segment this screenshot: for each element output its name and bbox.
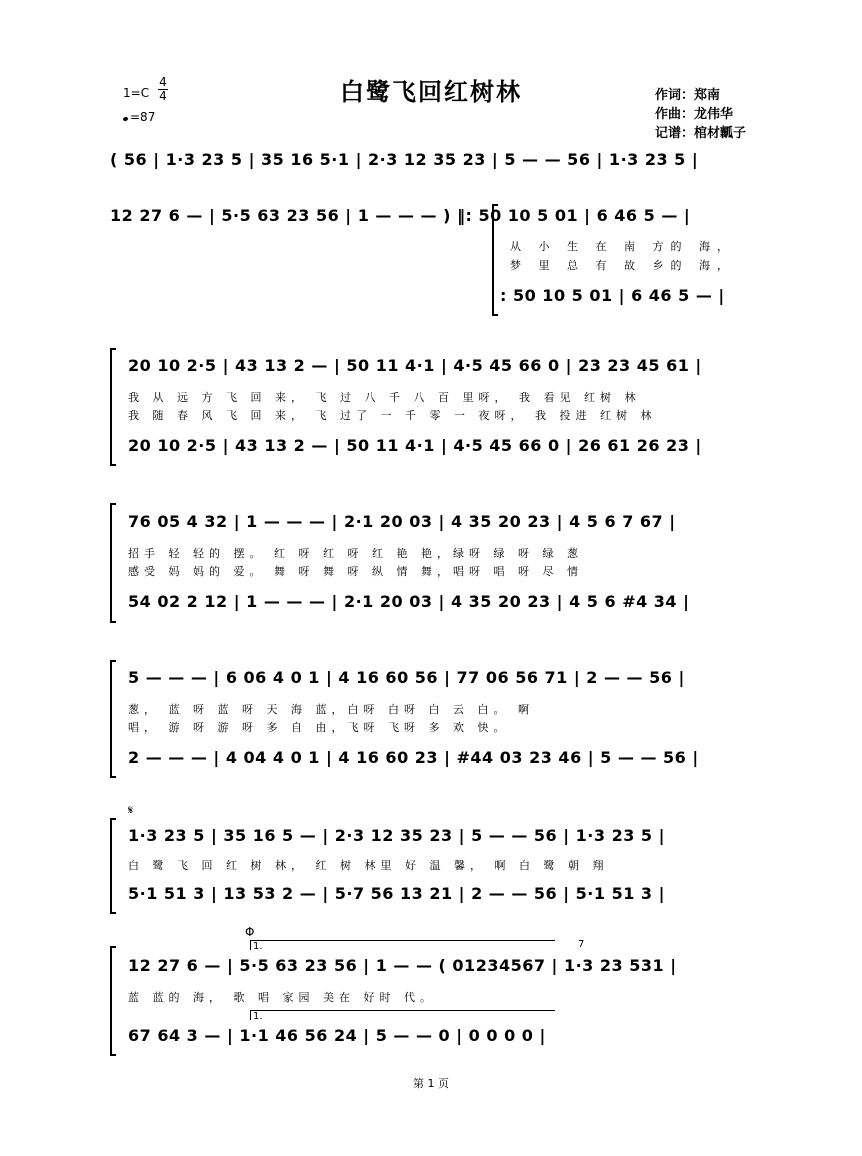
melody-line-row-6: 1·3 23 5 | 35 16 5 — | 2·3 12 35 23 | 5 — — 56 | 1·3 23 5 | — [128, 826, 665, 845]
volta-1-label: 1. — [253, 941, 263, 952]
intro-melody-line-1: ( 56 | 1·3 23 5 | 35 16 5·1 | 2·3 12 35 23 | 5 — — 56 | 1·3 23 5 | — [110, 150, 699, 169]
harmony-line-row-3: 20 10 2·5 | 43 13 2 — | 50 11 4·1 | 4·5 45 66 0 | 26 61 26 23 | — [128, 436, 702, 455]
lyric-line-row-3b: 我 随 春 风 飞 回 来， 飞 过了 一 千 零 一 夜呀， 我 投进 红树 林 — [128, 409, 657, 422]
system-bracket — [110, 660, 112, 778]
lyric-line-row-7: 蓝 蓝的 海， 歌 唱 家园 美在 好时 代。 — [128, 991, 436, 1004]
time-signature — [158, 76, 168, 103]
system-bracket — [492, 204, 494, 316]
harmony-line-row-6: 5·1 51 3 | 13 53 2 — | 5·7 56 13 21 | 2 — — 56 | 5·1 51 3 | — [128, 884, 665, 903]
lyric-line-row-5a: 葱， 蓝 呀 蓝 呀 天 海 蓝，白呀 白呀 白 云 白。 啊 — [128, 703, 534, 716]
melody-line-row-4: 76 05 4 32 | 1 — — — | 2·1 20 03 | 4 35 20 23 | 4 5 6 7 67 | — [128, 512, 676, 531]
verse-lyric-line-2: 梦 里 总 有 故 乡的 海， — [510, 259, 735, 272]
verse-lyric-line-1: 从 小 生 在 南 方的 海， — [510, 240, 735, 253]
system-bracket — [110, 946, 112, 1056]
key-signature: 1=C — [123, 86, 150, 100]
melody-line-row-3: 20 10 2·5 | 43 13 2 — | 50 11 4·1 | 4·5 45 66 0 | 23 23 45 61 | — [128, 356, 702, 375]
coda-icon: Φ — [245, 925, 255, 939]
tempo-marking — [123, 110, 155, 124]
volta-line-lower — [250, 1010, 555, 1011]
volta-line — [250, 940, 555, 941]
lyric-line-row-5b: 唱， 游 呀 游 呀 多 自 由，飞呀 飞呀 多 欢 快。 — [128, 721, 510, 734]
harmony-line-row-4: 54 02 2 12 | 1 — — — | 2·1 20 03 | 4 35 20 23 | 4 5 6 #4 34 | — [128, 592, 690, 611]
time-signature-bottom: 4 — [159, 89, 167, 103]
harmony-line-row-7: 67 64 3 — | 1·1 46 56 24 | 5 — — 0 | 0 0 0 0 | — [128, 1026, 546, 1045]
system-bracket — [110, 348, 112, 466]
volta-bracket-lower — [250, 1010, 251, 1020]
intro-melody-line-2: 12 27 6 — | 5·5 63 23 56 | 1 — — — ) ‖: 50 10 5 01 | 6 46 5 — | — [110, 206, 691, 225]
lyric-line-row-4b: 感受 妈 妈的 爱。 舞 呀 舞 呀 纵 情 舞，唱呀 唱 呀 尽 情 — [128, 565, 583, 578]
segno-icon: 𝄋 — [128, 803, 134, 817]
transcriber-credit: 记谱：棺材瓤子 — [655, 126, 747, 141]
harmony-line-row-5: 2 — — — | 4 04 4 0 1 | 4 16 60 23 | #44 03 23 46 | 5 — — 56 | — [128, 748, 699, 767]
harmony-line-row-2: : 50 10 5 01 | 6 46 5 — | — [500, 286, 725, 305]
page-number: 第 1 页 — [413, 1077, 449, 1090]
melody-line-row-5: 5 — — — | 6 06 4 0 1 | 4 16 60 56 | 77 06 56 71 | 2 — — 56 | — [128, 668, 685, 687]
quarter-note-icon — [122, 116, 128, 121]
volta-bracket — [250, 940, 251, 950]
volta-1-label-lower: 1. — [253, 1011, 263, 1022]
time-signature-top: 4 — [159, 75, 167, 89]
lyric-line-row-4a: 招手 轻 轻的 摆。 红 呀 红 呀 红 艳 艳，绿呀 绿 呀 绿 葱 — [128, 547, 583, 560]
lyricist-credit: 作词：郑南 — [655, 88, 721, 103]
lyric-line-row-3a: 我 从 远 方 飞 回 来， 飞 过 八 千 八 百 里呀， 我 看见 红树 林 — [128, 391, 641, 404]
system-bracket — [110, 503, 112, 623]
tempo-value: =87 — [130, 110, 156, 124]
page-title: 白鹭飞回红树林 — [340, 78, 522, 106]
tuplet-label: 7 — [578, 939, 585, 950]
lyric-line-row-6: 白 鹭 飞 回 红 树 林， 红 树 林里 好 温 馨， 啊 白 鹭 朝 翔 — [128, 859, 609, 872]
composer-credit: 作曲：龙伟华 — [655, 107, 734, 122]
system-bracket — [110, 818, 112, 914]
melody-line-row-7: 12 27 6 — | 5·5 63 23 56 | 1 — — ( 01234567 | 1·3 23 531 | — [128, 956, 677, 975]
